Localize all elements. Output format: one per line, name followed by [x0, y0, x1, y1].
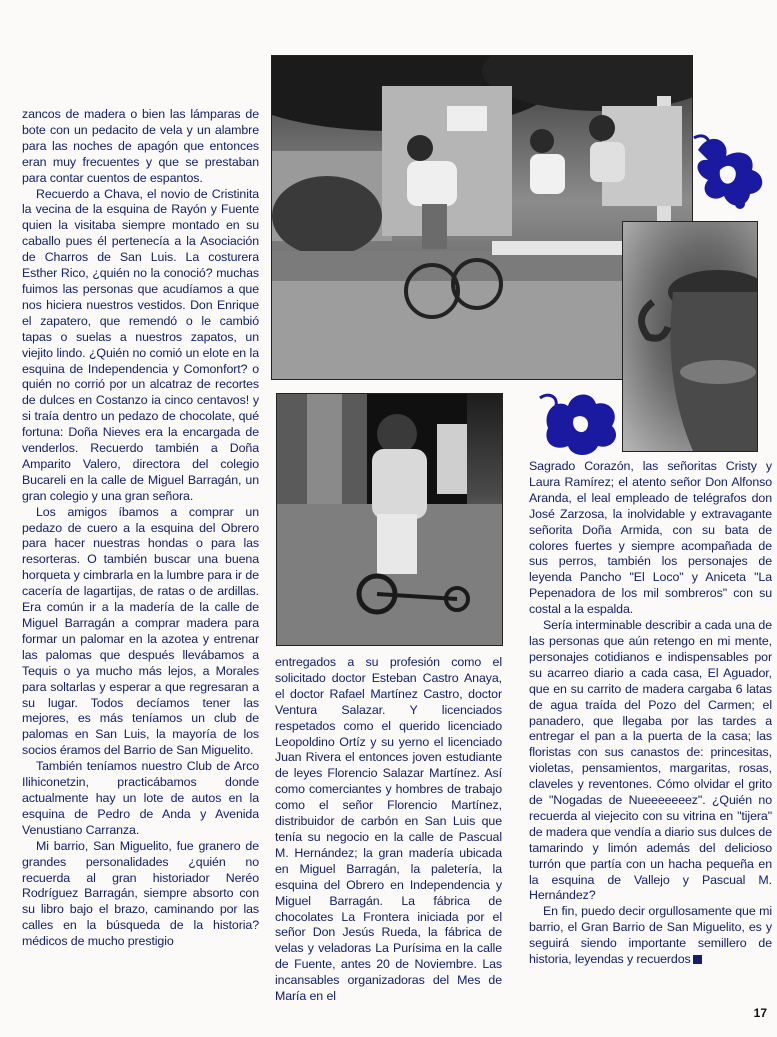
- paragraph: También teníamos nuestro Club de Arco Ilihiconetzin, practicábamos donde actualmente hay un lote de autos en la esquina de Pedro de Anda y Avenida Venustiano Carranza.: [22, 759, 259, 837]
- end-of-article-mark: [693, 955, 702, 964]
- paragraph-text: En fin, puedo decir orgullosamente que mi barrio, el Gran Barrio de San Miguelito, es y seguirá siendo importante semillero de historia, leyendas y recuerdos: [529, 904, 772, 967]
- paragraph: Recuerdo a Chava, el novio de Cristinita la vecina de la esquina de Rayón y Fuente quien la visitaba siempre montado en su caballo pues él pertenecía a la Asociación de Charros de San Luis. La costurera Esther Rico, ¿quién no la conoció? muchas fuimos las personas que acudíamos a que nos hiciera nuestros vestidos. Don Enrique el zapatero, que remendó o le cambió tapas o suelas a nuestros zapatos, un viejito lindo. ¿Quién no comió un elote en la esquina de Independencia y Comonfort? o quién no corrió por un alcatraz de recortes de dulces en Costanzo ia cinco centavos! y si traía dentro un pedazo de chocolate, qué fortuna: Doña Nieves era la encargada de venderlos. Recuerdo también a Doña Amparito Valero, directora del colegio Bucareli en la calle de Miguel Barragán, un gran colegio y una gran señora.: [22, 186, 259, 503]
- paragraph: Los amigos íbamos a comprar un pedazo de cuero a la esquina del Obrero para hacer nuestras hondas o para las resorteras. O también buscar una buena horqueta y cimbrarla en la lumbre para ir de cacería de lagartijas, de ratas o de ardillas. Era común ir a la madería de la calle de Miguel Barragán a comprar madera para formar un palomar en la azotea y entrenar las palomas que después llevábamos a Tequis o ya mucho más lejos, a Morales para soltarlas y esperar a que regresaran a su lugar. Todos decíamos tener las mejores, es más teníamos un club de palomas en San Luis, la mayoría de los socios éramos del Barrio de San Miguelito.: [22, 504, 259, 758]
- blue-floral-flourish-icon: [690, 130, 770, 212]
- photo-stone-fountain-detail: [622, 221, 758, 452]
- page-number: 17: [753, 1006, 767, 1020]
- blue-floral-flourish-icon: [538, 388, 622, 458]
- photo-girl-tricycle-doorway: [276, 393, 503, 646]
- paragraph: Sagrado Corazón, las señoritas Cristy y Laura Ramírez; el atento señor Don Alfonso Aranda, el leal empleado de telégrafos don José Zarzosa, la inolvidable y extravagante señorita Doña Armida, con su bata de colores fuertes y siempre acompañada de sus perros, también los personajes de leyenda Pancho "El Loco" y Aniceta "La Pepenadora de los mil sombreros" con su costal a la espalda.: [529, 459, 772, 617]
- article-column-middle: [275, 655, 502, 1017]
- photo-illustration: [277, 394, 502, 645]
- article-column-right: [529, 459, 772, 1011]
- paragraph: entregados a su profesión como el solicitado doctor Esteban Castro Anaya, el doctor Rafael Martínez Castro, doctor Ventura Salazar. Y licenciados respetados como el querido licenciado Leopoldino Ortíz y su yerno el licenciado Juan Rivera el entonces joven estudiante de leyes Florencio Salazar Martínez. Así como comerciantes y hombres de trabajo como el señor Florencio Martínez, distribuidor de carbón en San Luis que tenía su negocio en la calle de Pascual M. Hernández; la gran madería ubicada en Miguel Barragán, la paletería, la esquina del Obrero en Independencia y Miguel Barragán. La fábrica de chocolates La Frontera iniciada por el señor Don Jesús Rueda, la fábrica de velas y veladoras La Purísima en la calle de Fuente, antes 20 de Noviembre. Las incansables organizadoras del Mes de María en el: [275, 655, 502, 1004]
- paragraph: Sería interminable describir a cada una de las personas que aún retengo en mi mente, personajes cotidianos e indispensables por su acarreo diario a cada casa, El Aguador, que en su carrito de madera cargaba 6 latas de agua traída del Pozo del Carmen; el panadero, que llegaba por las tardes a entregar el pan a la puerta de la casa; las floristas con sus canastos de: princesitas, violetas, pensamientos, margaritas, rosas, claveles y reventones. Cómo olvidar el grito de "Nogadas de Nueeeeeeez". ¿Quién no recuerda al viejecito con su vitrina en "tijera" de madera que vendía a diario sus dulces de tamarindo y limón además del delicioso turrón que partía con un hacha pequeña en la esquina de Vallejo y Pascual M. Hernández?: [529, 618, 772, 903]
- paragraph-closing: [529, 904, 772, 968]
- article-column-left: [22, 107, 259, 1007]
- paragraph: zancos de madera o bien las lámparas de bote con un pedacito de vela y un alambre para las noches de apagón que entonces eran muy frecuentes y que se prestaban para contar cuentos de espantos.: [22, 107, 259, 185]
- photo-illustration: [623, 222, 757, 451]
- paragraph: Mi barrio, San Miguelito, fue granero de grandes personalidades ¿quién no recuerda al gran historiador Neréo Rodríguez Barragán, siempre absorto con su libro bajo el brazo, caminando por las calles en la búsqueda de la historia? médicos de mucho prestigio: [22, 838, 259, 949]
